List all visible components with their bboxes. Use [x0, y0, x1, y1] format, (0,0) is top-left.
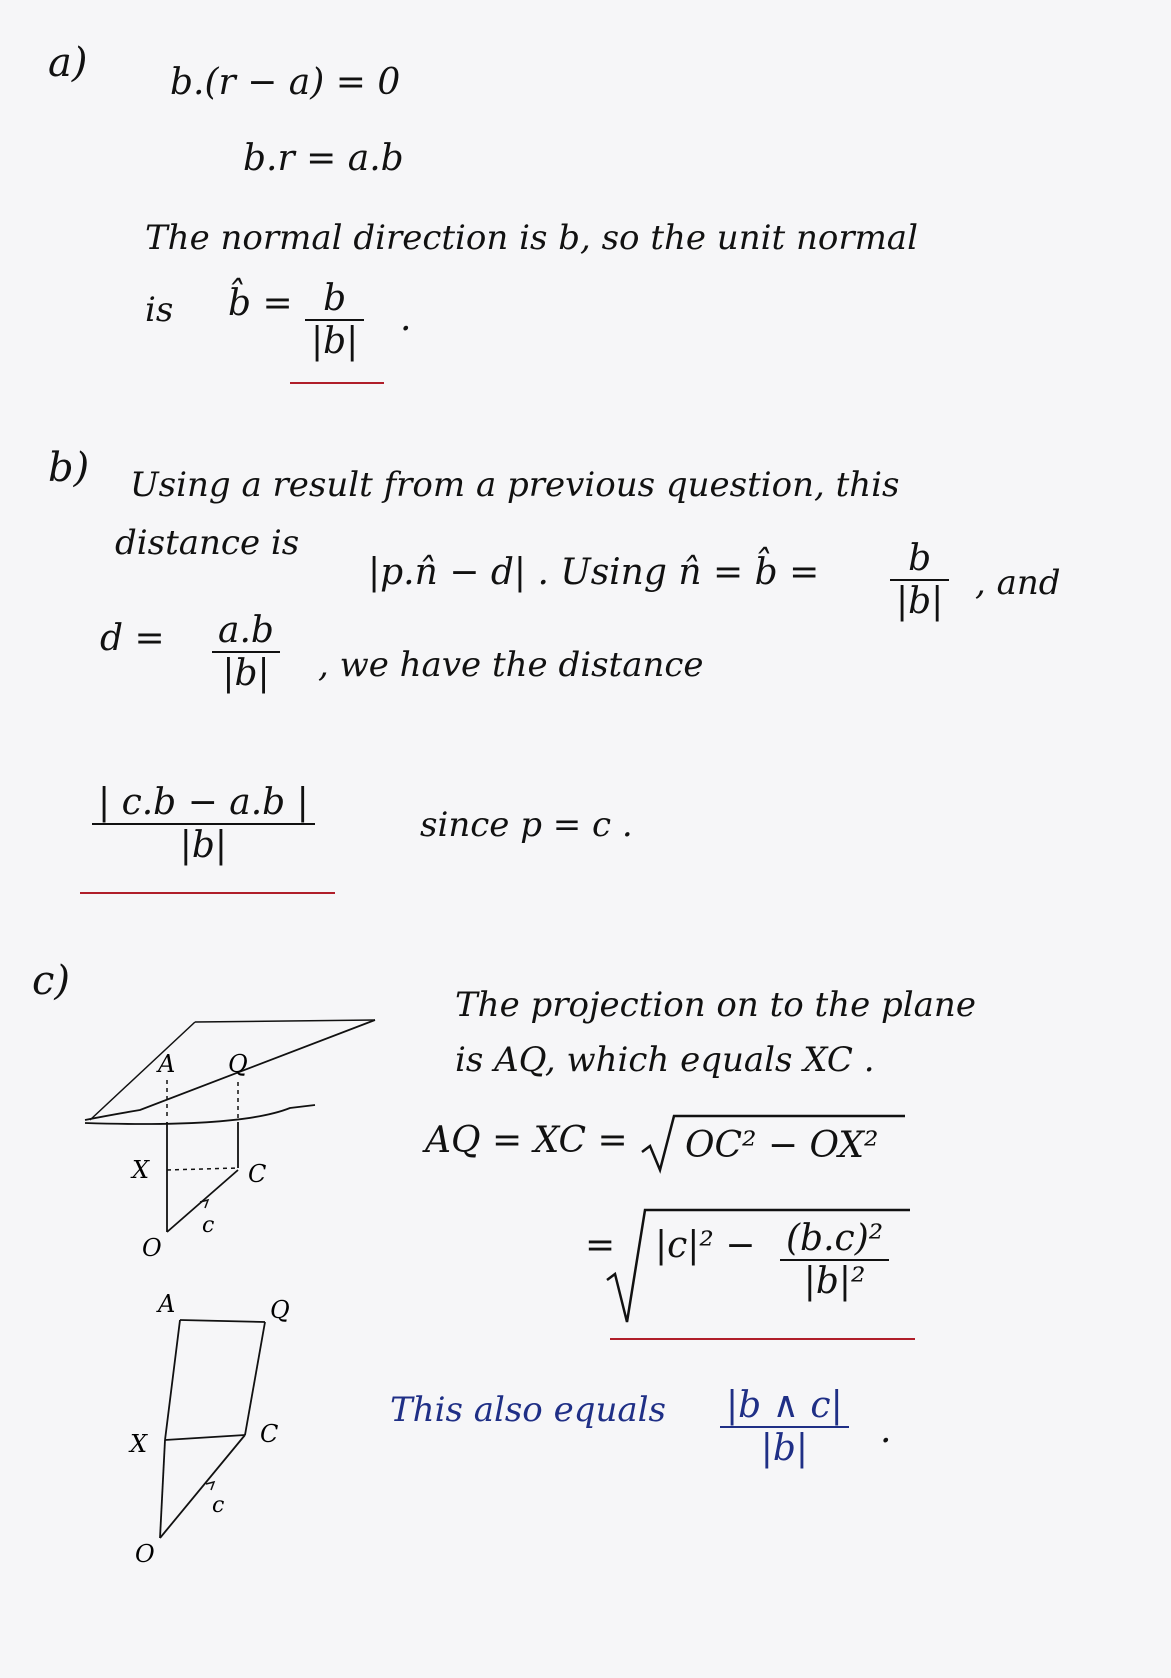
also-period: .	[880, 1410, 892, 1451]
distance-result-fraction	[92, 782, 315, 866]
fraction-numerator: |b ∧ c|	[726, 1385, 843, 1426]
point-X-label: X	[132, 1156, 150, 1184]
answer-underline-a	[290, 382, 384, 384]
part-b-line-1: Using a result from a previous question, this	[130, 465, 900, 505]
answer-underline-b	[80, 892, 335, 894]
fraction-numerator: b	[908, 538, 932, 579]
fraction-denominator: |b|	[222, 653, 270, 694]
part-b-label: b)	[48, 445, 90, 491]
aq-equation-2-fraction	[780, 1218, 889, 1302]
part-a-label: a)	[48, 40, 88, 86]
part-a-period: .	[400, 298, 412, 339]
unit-normal-fraction	[305, 278, 364, 362]
fraction-denominator: |b|	[760, 1428, 808, 1469]
part-c-projection-line-2: is AQ, which equals XC .	[455, 1040, 875, 1080]
point-O-label-2: O	[135, 1540, 155, 1568]
point-C-label-2: C	[260, 1420, 279, 1448]
aq-equation-lhs: AQ = XC =	[425, 1120, 628, 1161]
fraction-numerator: (b.c)²	[786, 1218, 884, 1259]
part-a-equation-2: b.r = a.b	[243, 138, 404, 179]
fraction-denominator: |b|	[896, 581, 944, 622]
part-b-d-suffix: , we have the distance	[318, 645, 704, 685]
point-A-label-2: A	[158, 1290, 176, 1318]
part-c-projection-line-1: The projection on to the plane	[455, 985, 976, 1025]
vector-c-label-2: c	[212, 1493, 225, 1518]
vector-c-label: c	[202, 1213, 215, 1238]
point-A-label: A	[158, 1050, 176, 1078]
answer-underline-c	[610, 1338, 915, 1340]
part-b-line-2-suffix: , and	[975, 563, 1061, 603]
part-b-line-2-expression: |p.n̂ − d| . Using n̂ = b̂ =	[368, 552, 820, 593]
aq-equation-2-prefix: =	[585, 1225, 616, 1266]
fraction-denominator: |b|	[311, 321, 359, 362]
point-Q-label-2: Q	[270, 1296, 290, 1324]
aq-equation-rhs: OC² − OX²	[685, 1125, 879, 1166]
plane-projection-diagram	[80, 1010, 400, 1270]
quadrilateral-diagram	[120, 1280, 320, 1600]
fraction-numerator: | c.b − a.b |	[98, 782, 309, 823]
part-a-text-line-1: The normal direction is b, so the unit normal	[145, 218, 918, 258]
point-O-label: O	[142, 1234, 162, 1262]
d-fraction	[212, 610, 280, 694]
part-b-since: since p = c .	[420, 805, 633, 845]
point-Q-label: Q	[228, 1050, 248, 1078]
point-X-label-2: X	[130, 1430, 148, 1458]
b-over-mod-b-fraction	[890, 538, 949, 622]
unit-normal-lhs: b̂ =	[228, 283, 293, 324]
part-a-text-line-2-prefix: is	[145, 290, 174, 330]
fraction-numerator: a.b	[218, 610, 274, 651]
also-equals-text: This also equals	[390, 1390, 666, 1430]
d-lhs: d =	[100, 618, 165, 659]
aq-equation-2-term-1: |c|² −	[655, 1225, 756, 1266]
part-b-line-2-prefix: distance is	[115, 523, 300, 563]
cross-product-fraction	[720, 1385, 849, 1469]
fraction-denominator: |b|²	[803, 1261, 866, 1302]
fraction-numerator: b	[323, 278, 347, 319]
point-C-label: C	[248, 1160, 267, 1188]
fraction-denominator: |b|	[179, 825, 228, 866]
part-c-label: c)	[32, 958, 71, 1004]
part-a-equation-1: b.(r − a) = 0	[170, 62, 401, 103]
